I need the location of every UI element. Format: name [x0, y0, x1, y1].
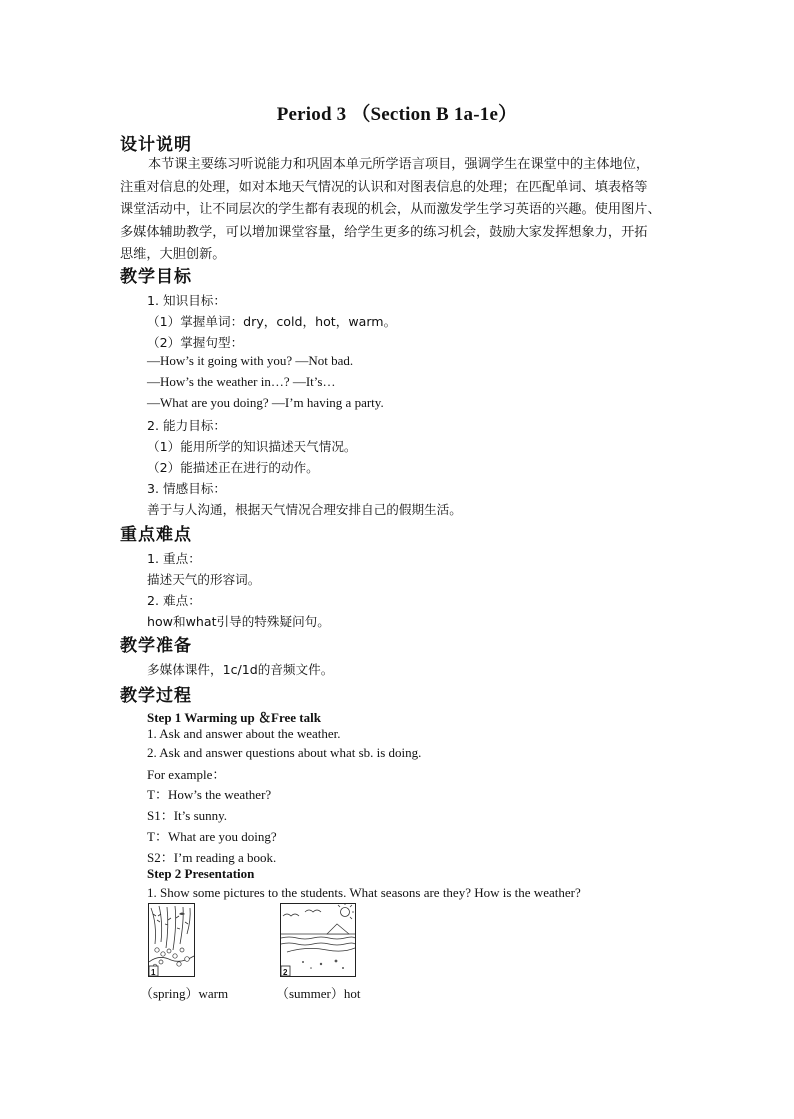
- design-line: 课堂活动中，让不同层次的学生都有表现的机会，从而激发学生学习英语的兴趣。使用图片、: [120, 202, 661, 217]
- key-point-label: 1. 重点：: [147, 551, 201, 566]
- dialogue-line: S2：I’m reading a book.: [147, 850, 277, 865]
- step-item: 1. Ask and answer about the weather.: [147, 726, 341, 741]
- document-title: Period 3 （Section B 1a-1e）: [276, 104, 518, 125]
- spring-picture: [148, 903, 195, 977]
- sentence-pattern: —What are you doing? —I’m having a party.: [147, 395, 384, 410]
- example-label: For example：: [147, 767, 226, 782]
- design-paragraph: [120, 154, 680, 267]
- difficulty-text: how和what引导的特殊疑问句。: [147, 614, 330, 629]
- design-line: 注重对信息的处理，如对本地天气情况的认识和对图表信息的处理；在匹配单词、填表格等: [120, 179, 648, 195]
- design-line: 多媒体辅助教学，可以增加课堂容量，给学生更多的练习机会，鼓励大家发挥想象力，开拓: [120, 224, 648, 240]
- step-heading: Step 1 Warming up ＆Free talk: [147, 710, 321, 725]
- emotion-goal-item: 善于与人沟通，根据天气情况合理安排自己的假期生活。: [147, 502, 462, 517]
- picture-caption: （spring）warm: [140, 986, 229, 1001]
- heading-design: 设计说明: [120, 135, 192, 155]
- summer-picture: [280, 903, 356, 977]
- sentence-pattern: —How’s the weather in…? —It’s…: [147, 374, 336, 389]
- key-point-text: 描述天气的形容词。: [147, 572, 261, 587]
- ability-goal-title: 2. 能力目标：: [147, 418, 226, 433]
- picture-number: 2: [283, 968, 288, 976]
- knowledge-goal-patterns: （2）掌握句型：: [147, 335, 244, 350]
- heading-process: 教学过程: [120, 686, 192, 706]
- heading-preparation: 教学准备: [120, 636, 192, 656]
- picture-number: 1: [151, 968, 156, 976]
- heading-key-points: 重点难点: [120, 525, 192, 545]
- difficulty-label: 2. 难点：: [147, 593, 201, 608]
- step-item: 2. Ask and answer questions about what sb. is doing.: [147, 745, 422, 760]
- step-item: 1. Show some pictures to the students. What seasons are they? How is the weather?: [147, 885, 581, 900]
- knowledge-goal-words: （1）掌握单词：dry，cold，hot，warm。: [147, 314, 397, 329]
- ability-goal-item: （1）能用所学的知识描述天气情况。: [147, 439, 357, 454]
- sentence-pattern: —How’s it going with you? —Not bad.: [147, 353, 354, 368]
- summer-illustration: [281, 904, 355, 976]
- design-line: 思维，大胆创新。: [120, 247, 226, 262]
- knowledge-goal-title: 1. 知识目标：: [147, 293, 226, 308]
- step-heading: Step 2 Presentation: [147, 866, 255, 881]
- spring-illustration: [149, 904, 194, 976]
- picture-caption: （summer）hot: [276, 986, 361, 1001]
- dialogue-line: T：What are you doing?: [147, 829, 277, 844]
- dialogue-line: T：How’s the weather?: [147, 787, 272, 802]
- heading-goals: 教学目标: [120, 267, 192, 287]
- design-line: 本节课主要练习听说能力和巩固本单元所学语言项目，强调学生在课堂中的主体地位，: [148, 157, 650, 172]
- dialogue-line: S1：It’s sunny.: [147, 808, 228, 823]
- ability-goal-item: （2）能描述正在进行的动作。: [147, 460, 319, 475]
- preparation-text: 多媒体课件，1c/1d的音频文件。: [147, 662, 334, 677]
- emotion-goal-title: 3. 情感目标：: [147, 481, 226, 496]
